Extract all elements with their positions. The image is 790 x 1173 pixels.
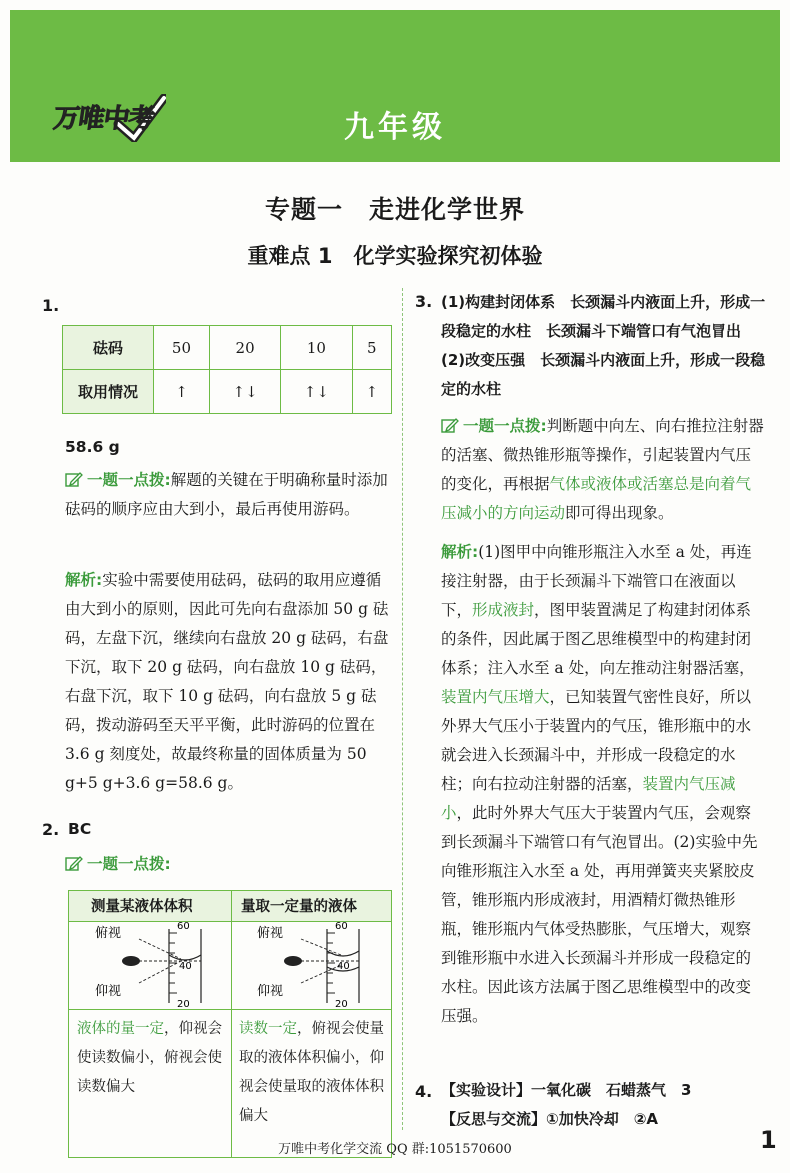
pen-icon	[441, 417, 459, 433]
usage-cell: ↑↓	[209, 370, 280, 414]
question-4-number: 4.	[415, 1082, 433, 1101]
question-3-analysis: 解析:(1)图甲中向锥形瓶注入水至 a 处，再连接注射器，由于长颈漏斗下端管口在液面以下，形成液封，图甲装置满足了构建封闭体系的条件，因此属于图乙思维模型中的构建封闭体系；注入水至 a 处，向左推动注射器活塞，装置内气压增大，已知装置气密性良好，所以外界大气压小于装置内的气压，锥形瓶中的水就会进入长颈漏斗中，并形成一段稳定的水柱；向右拉动注射器的活塞，装置内气压减小，此时外界大气压大于装置内气压，会观察到长颈漏斗下端管口有气泡冒出。(2)实验中先向锥形瓶注入水至 a 处，再用弹簧夹夹紧胶皮管，锥形瓶内形成液封，用酒精灯微热锥形瓶，锥形瓶内气体受热膨胀，气压增大，观察到锥形瓶中水进入长颈漏斗并形成一段稳定的水柱。因此该方法属于图乙思维模型中的改变压强。	[441, 543, 758, 1025]
scale-label: 40	[179, 961, 192, 972]
eye-icon	[284, 956, 302, 966]
weight-cell: 5	[352, 326, 391, 370]
question-2-answer: BC	[68, 820, 92, 838]
cylinder-diagram-1	[69, 921, 231, 1009]
question-1-answer: 58.6 g	[65, 438, 120, 456]
look-down-label: 俯视	[257, 926, 284, 941]
question-4-line-1: 【实验设计】一氧化碳 石蜡蒸气 3	[441, 1081, 692, 1099]
tip-label: 一题一点拨:	[87, 471, 171, 489]
weight-cell: 50	[154, 326, 210, 370]
question-1-number: 1.	[42, 296, 60, 315]
grade-title: 九年级	[344, 110, 446, 145]
look-up-label: 仰视	[95, 984, 122, 999]
usage-row-label: 取用情况	[63, 370, 154, 414]
question-3-tip: 一题一点拨:判断题中向左、向右推拉注射器的活塞、微热锥形瓶等操作，引起装置内气压的变化，再根据气体或液体或活塞总是向着气压减小的方向运动即可得出现象。	[441, 417, 764, 522]
eye-icon	[122, 956, 140, 966]
weights-table	[62, 325, 392, 414]
look-up-label: 仰视	[257, 984, 284, 999]
col1-explanation: 液体的量一定，仰视会使读数偏小，俯视会使读数偏大	[77, 1021, 222, 1095]
pen-icon	[65, 471, 83, 487]
tip-label: 一题一点拨:	[87, 855, 171, 873]
col2-header: 量取一定量的液体	[241, 899, 357, 915]
scale-label: 40	[337, 961, 350, 972]
footer-text: 万唯中考化学交流 QQ 群:1051570600	[278, 1142, 512, 1157]
scale-label: 60	[335, 921, 348, 932]
usage-cell: ↑	[352, 370, 391, 414]
question-1-analysis	[65, 566, 395, 798]
col1-header: 测量某液体体积	[91, 899, 193, 915]
analysis-label: 解析:	[65, 571, 103, 589]
scale-label: 20	[335, 999, 348, 1009]
col2-explanation: 读数一定，俯视会使量取的液体体积偏小，仰视会使量取的液体体积偏大	[239, 1021, 384, 1124]
weights-row-label: 砝码	[63, 326, 154, 370]
usage-cell: ↑↓	[281, 370, 352, 414]
question-2-number: 2.	[42, 820, 60, 839]
scale-label: 20	[177, 999, 190, 1009]
analysis-text: 实验中需要使用砝码，砝码的取用应遵循由大到小的原则，因此可先向右盘添加 50 g 砝码，左盘下沉，继续向右盘放 20 g 砝码，右盘下沉，取下 20 g 砝码，向右盘放 10 g 砝码，右盘下沉，取下 10 g 砝码，向右盘放 5 g 砝码，拨动游码至天平平衡，此时游码的位置在 3.6 g 刻度处，故最终称量的固体质量为 50 g+5 g+3.6 g=58.6 g。	[65, 571, 389, 792]
cylinder-diagram-2	[231, 921, 391, 1009]
question-3-answer: (1)构建封闭体系 长颈漏斗内液面上升，形成一段稳定的水柱 长颈漏斗下端管口有气泡冒出 (2)改变压强 长颈漏斗内液面上升，形成一段稳定的水柱	[441, 293, 766, 398]
subtopic-title: 重难点 1 化学实验探究初体验	[247, 244, 543, 268]
question-2-tip	[65, 850, 171, 879]
weight-cell: 20	[209, 326, 280, 370]
pen-icon	[65, 855, 83, 871]
question-4-line-2: 【反思与交流】①加快冷却 ②A	[441, 1110, 659, 1128]
tip-text: 解题的关键在于明确称量时添加砝码的顺序应由大到小，最后再使用游码。	[65, 471, 388, 518]
tip-label: 一题一点拨:	[463, 417, 547, 435]
page-number: 1	[760, 1126, 777, 1154]
question-1-tip	[65, 466, 395, 524]
question-3-number: 3.	[415, 292, 433, 311]
look-down-label: 俯视	[95, 926, 122, 941]
reading-error-table	[68, 890, 392, 1158]
usage-cell: ↑	[154, 370, 210, 414]
analysis-label: 解析:	[441, 543, 479, 561]
scale-label: 60	[177, 921, 190, 932]
grade-banner	[10, 10, 780, 162]
topic-title: 专题一 走进化学世界	[264, 195, 525, 224]
weight-cell: 10	[281, 326, 352, 370]
column-divider	[402, 288, 403, 1130]
brand-logo: 万唯中考	[48, 94, 166, 142]
